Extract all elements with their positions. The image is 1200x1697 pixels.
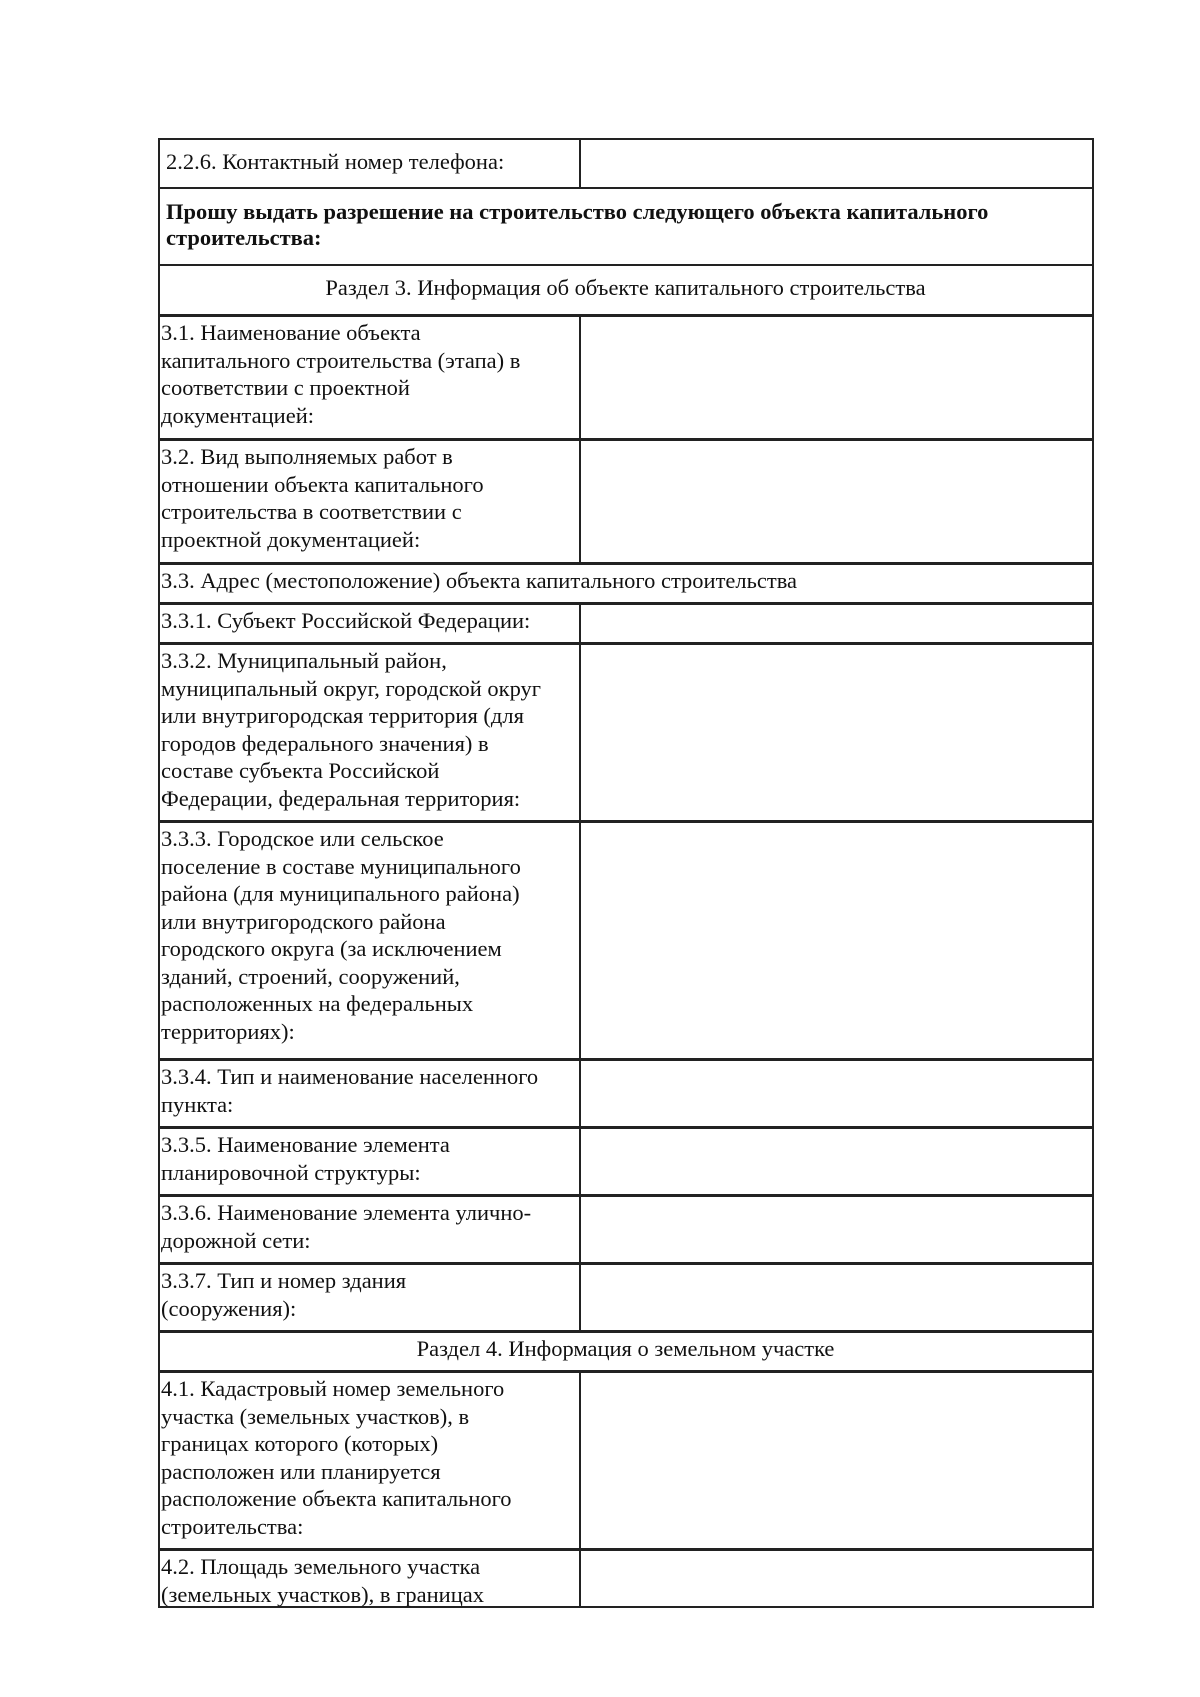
row-3-3-6 <box>160 1196 1094 1264</box>
row-3-1 <box>160 316 1094 440</box>
object-name-label: 3.1. Наименование объекта капитального строительства (этапа) в соответствии с проектной документацией: <box>160 317 581 438</box>
row-4-2 <box>160 1550 1094 1608</box>
row-3-3-7 <box>160 1264 1094 1332</box>
address-heading: 3.3. Адрес (местоположение) объекта капитального строительства <box>160 565 1094 602</box>
row-4-1 <box>160 1372 1094 1550</box>
street-element-label: 3.3.6. Наименование элемента улично- дорожной сети: <box>160 1197 581 1262</box>
section-3-title: Раздел 3. Информация об объекте капитального строительства <box>160 266 1094 314</box>
permit-form-table <box>158 138 1094 1608</box>
section-4-header-row <box>160 1332 1094 1372</box>
row-3-3-5 <box>160 1128 1094 1196</box>
locality-label: 3.3.4. Тип и наименование населенного пункта: <box>160 1061 581 1126</box>
building-number-field[interactable] <box>581 1265 1094 1330</box>
section-4-title: Раздел 4. Информация о земельном участке <box>160 1333 1094 1370</box>
federal-subject-label: 3.3.1. Субъект Российской Федерации: <box>160 605 581 642</box>
cadastral-number-label: 4.1. Кадастровый номер земельного участка (земельных участков), в границах которого (которых) расположен или планируется расположение объекта капитального строительства: <box>160 1373 581 1548</box>
request-text: Прошу выдать разрешение на строительство следующего объекта капитального строительства: <box>160 189 1094 264</box>
row-3-3-3 <box>160 822 1094 1060</box>
planning-structure-field[interactable] <box>581 1129 1094 1194</box>
row-3-2 <box>160 440 1094 564</box>
municipal-district-field[interactable] <box>581 645 1094 820</box>
land-area-field[interactable] <box>581 1551 1094 1606</box>
building-number-label: 3.3.7. Тип и номер здания (сооружения): <box>160 1265 581 1330</box>
row-3-3-1 <box>160 604 1094 644</box>
phone-field[interactable] <box>581 140 1094 187</box>
request-row <box>160 189 1094 266</box>
municipal-district-label: 3.3.2. Муниципальный район, муниципальный округ, городской округ или внутригородская территория (для городов федерального значения) в составе субъекта Российской Федерации, федеральная территория: <box>160 645 581 820</box>
row-3-3-4 <box>160 1060 1094 1128</box>
street-element-field[interactable] <box>581 1197 1094 1262</box>
work-type-label: 3.2. Вид выполняемых работ в отношении объекта капитального строительства в соответствии с проектной документацией: <box>160 441 581 562</box>
object-name-field[interactable] <box>581 317 1094 438</box>
work-type-field[interactable] <box>581 441 1094 562</box>
cadastral-number-field[interactable] <box>581 1373 1094 1548</box>
locality-field[interactable] <box>581 1061 1094 1126</box>
planning-structure-label: 3.3.5. Наименование элемента планировочной структуры: <box>160 1129 581 1194</box>
row-3-3 <box>160 564 1094 604</box>
row-3-3-2 <box>160 644 1094 822</box>
settlement-field[interactable] <box>581 823 1094 1058</box>
land-area-label: 4.2. Площадь земельного участка (земельных участков), в границах <box>160 1551 581 1606</box>
section-3-header-row <box>160 266 1094 316</box>
phone-label: 2.2.6. Контактный номер телефона: <box>160 140 581 187</box>
federal-subject-field[interactable] <box>581 605 1094 642</box>
row-2-2-6 <box>160 140 1094 189</box>
settlement-label: 3.3.3. Городское или сельское поселение в составе муниципального района (для муниципального района) или внутригородского района городского округа (за исключением зданий, строений, сооружений, расположенных на федеральных территориях): <box>160 823 581 1058</box>
